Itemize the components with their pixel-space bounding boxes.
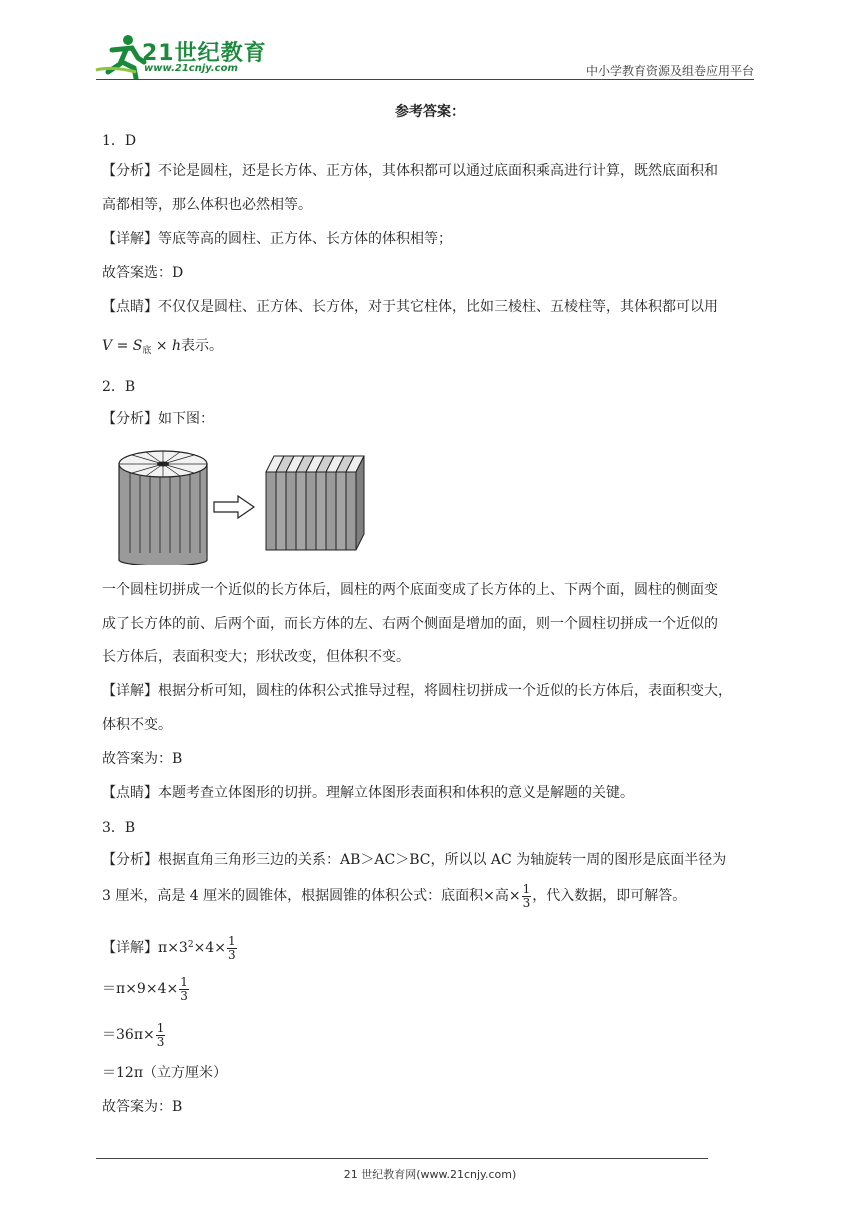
q3-analysis-1: 【分析】根据直角三角形三边的关系：AB＞AC＞BC，所以以 AC 为轴旋转一周的图形是底面半径为 (102, 852, 727, 868)
q1-formula (102, 336, 223, 361)
formula-s: S (132, 338, 143, 354)
cylinder-to-cuboid-figure (116, 445, 376, 565)
q3-detail-sup: 2 (187, 940, 194, 950)
header-divider (96, 79, 754, 80)
fraction-one-third (227, 935, 237, 962)
q3-analysis-2a: 3 厘米，高是 4 厘米的圆锥体，根据圆锥的体积公式：底面积×高× (102, 888, 521, 904)
q2-text-2: 成了长方体的前、后两个面，而长方体的左、右两个侧面是增加的面，则一个圆柱切拼成一个近似的 (102, 616, 718, 632)
q3-step-1-text: ＝π×9×4× (102, 981, 179, 997)
q3-detail-b: ×4× (193, 940, 226, 956)
frac-denominator: 3 (180, 988, 188, 1003)
q2-detail-1: 【详解】根据分析可知，圆柱的体积公式推导过程，将圆柱切拼成一个近似的长方体后，表面积变大， (102, 683, 732, 699)
q1-tip-1: 【点睛】不仅仅是圆柱、正方体、长方体，对于其它柱体，比如三棱柱、五棱柱等，其体积都可以用 (102, 299, 718, 315)
q1-answer: 故答案选：D (102, 265, 184, 281)
q1-analysis-2: 高都相等，那么体积也必然相等。 (102, 197, 312, 213)
frac-denominator: 3 (522, 895, 531, 910)
q3-step-3: ＝12π（立方厘米） (102, 1065, 228, 1081)
frac-numerator: 1 (522, 881, 531, 896)
q3-detail (102, 930, 238, 963)
formula-v: V (102, 338, 113, 354)
formula-sub: 底 (142, 346, 152, 356)
frac-denominator: 3 (227, 947, 236, 962)
q3-number: 3．B (102, 820, 136, 836)
footer-text: 21 世纪教育网(www.21cnjy.com) (343, 1168, 517, 1181)
q2-number: 2．B (102, 379, 136, 395)
logo-text: 21世纪教育 (142, 41, 267, 66)
q1-analysis-1: 【分析】不论是圆柱，还是长方体、正方体，其体积都可以通过底面积乘高进行计算，既然底面积和 (102, 163, 718, 179)
q3-analysis-2 (102, 881, 686, 911)
header-platform-text: 中小学教育资源及组卷应用平台 (585, 64, 754, 78)
page-title: 参考答案： (395, 104, 465, 120)
q3-answer: 故答案为：B (102, 1099, 183, 1115)
fraction-one-third (156, 1022, 166, 1049)
fraction-one-third (522, 883, 532, 910)
q2-answer: 故答案为：B (102, 751, 183, 767)
arrow-right-icon (214, 496, 254, 518)
frac-numerator: 1 (227, 933, 236, 948)
q2-text-3: 长方体后，表面积变大；形状改变，但体积不变。 (102, 649, 410, 665)
fraction-one-third (179, 976, 189, 1003)
formula-h: h (172, 338, 182, 354)
q3-detail-a: 【详解】π×3 (102, 940, 188, 956)
logo-url: www.21cnjy.com (144, 63, 238, 74)
frac-numerator: 1 (156, 1020, 165, 1035)
q1-detail: 【详解】等底等高的圆柱、正方体、长方体的体积相等； (102, 231, 452, 247)
q1-number: 1．D (102, 133, 137, 149)
formula-eq: = (112, 338, 133, 354)
formula-tail: 表示。 (181, 338, 224, 354)
formula-times: × (151, 338, 173, 354)
q2-detail-2: 体积不变。 (102, 717, 172, 733)
q2-tip: 【点睛】本题考查立体图形的切拼。理解立体图形表面积和体积的意义是解题的关键。 (102, 785, 634, 801)
q3-step-1 (102, 974, 190, 1004)
frac-numerator: 1 (180, 974, 188, 989)
q2-analysis-head: 【分析】如下图： (102, 411, 214, 427)
q3-analysis-2b: ，代入数据，即可解答。 (532, 888, 687, 904)
frac-denominator: 3 (156, 1034, 165, 1049)
q3-step-2-text: ＝36π× (102, 1027, 155, 1043)
q2-text-1: 一个圆柱切拼成一个近似的长方体后，圆柱的两个底面变成了长方体的上、下两个面，圆柱的侧面变 (102, 582, 718, 598)
footer-divider (96, 1158, 708, 1159)
q3-step-2 (102, 1020, 166, 1050)
